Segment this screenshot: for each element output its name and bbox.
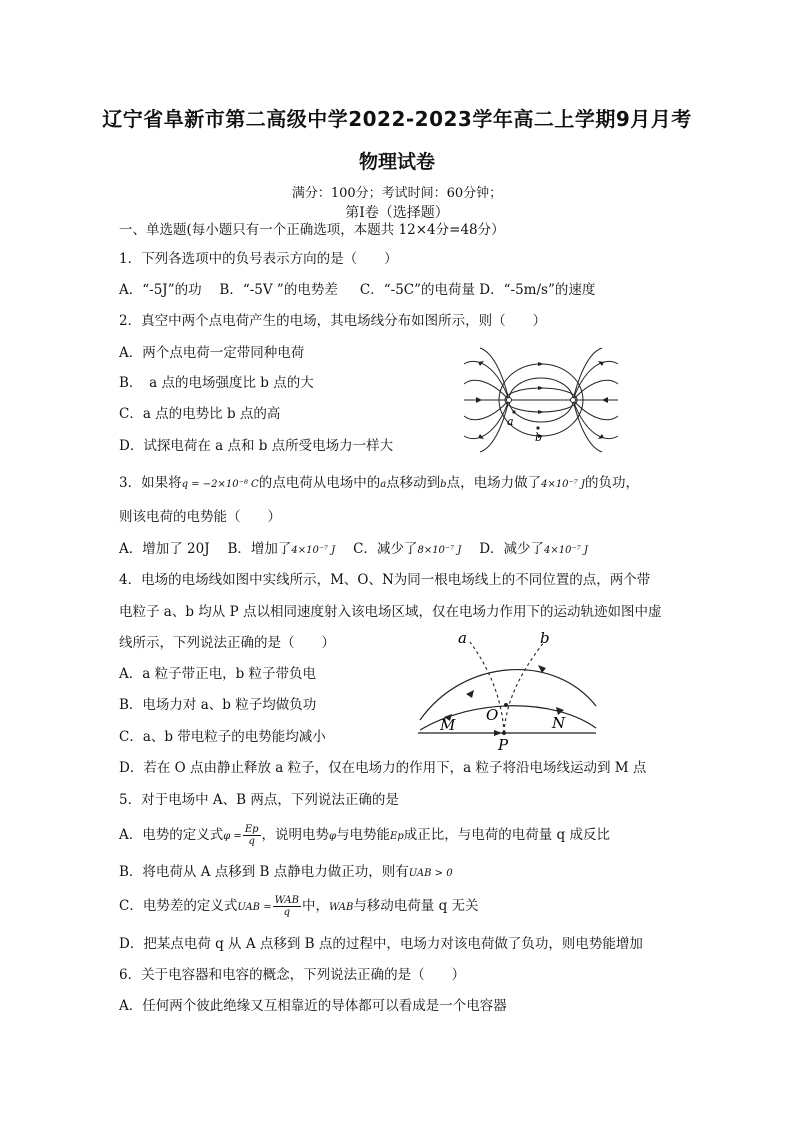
q4-option-c: C．a、b 带电粒子的电势能均减小 — [119, 729, 326, 745]
q2-label-a: a — [507, 415, 514, 428]
q5-c-fraction: $\frac{\text{WAB}}{q}$ — [274, 895, 299, 918]
q5-option-b: B．将电荷从 A 点移到 B 点静电力做正功，则有UAB > 0 — [119, 864, 453, 880]
volume-label: 第Ⅰ卷（选择题） — [345, 205, 449, 221]
q3-options: A．增加了 20J B．增加了4×10⁻⁷ J C．减少了8×10⁻⁷ J D．减少了4×10⁻⁷ J — [119, 541, 588, 557]
q3-stem-line2: 则该电荷的电势能（ ） — [119, 509, 281, 525]
q2-label-b: b — [535, 431, 543, 444]
q3-stem: 3．如果将q = −2×10⁻⁸ C的点电荷从电场中的a点移动到b点，电场力做了4×10⁻⁷ J的负功， — [119, 475, 640, 491]
q6-stem: 6．关于电容器和电容的概念，下列说法正确的是（ ） — [119, 967, 466, 983]
q2-option-d: D．试探电荷在 a 点和 b 点所受电场力一样大 — [119, 438, 394, 454]
exam-title: 辽宁省阜新市第二高级中学2022-2023学年高二上学期9月月考 — [102, 107, 692, 131]
q2-field-line-figure — [462, 346, 620, 454]
q4-option-a: A．a 粒子带正电，b 粒子带负电 — [119, 666, 317, 682]
q5-stem: 5．对于电场中 A、B 两点，下列说法正确的是 — [119, 792, 399, 808]
q4-label-b: b — [540, 629, 550, 647]
q4-label-a: a — [458, 629, 467, 647]
q1-options: A．“-5J”的功 B．“-5V ”的电势差 C．“-5C”的电荷量 D．“-5m/s”的速度 — [119, 282, 596, 298]
q5-a-fraction: $\frac{Ep}{q}$ — [244, 824, 259, 847]
exam-subtitle: 物理试卷 — [358, 151, 435, 173]
q5-option-d: D．把某点电荷 q 从 A 点移到 B 点的过程中，电场力对该电荷做了负功，则电势能增加 — [119, 936, 643, 952]
q4-label-P: P — [498, 736, 509, 752]
q6-option-a: A．任何两个彼此绝缘又互相靠近的导体都可以看成是一个电容器 — [119, 998, 507, 1014]
q1-stem: 1．下列各选项中的负号表示方向的是（ ） — [119, 251, 398, 267]
q4-option-d: D．若在 O 点由静止释放 a 粒子，仅在电场力的作用下，a 粒子将沿电场线运动到 M 点 — [119, 760, 647, 776]
q4-option-b: B．电场力对 a、b 粒子均做负功 — [119, 697, 317, 713]
q2-stem: 2．真空中两个点电荷产生的电场，其电场线分布如图所示，则（ ） — [119, 313, 547, 329]
q2-option-a: A．两个点电荷一定带同种电荷 — [119, 345, 305, 361]
q4-label-M: M — [440, 716, 456, 734]
q3-charge-expr: q = −2×10⁻⁸ C — [181, 479, 259, 490]
q4-label-O: O — [486, 706, 499, 724]
q2-option-c: C．a 点的电势比 b 点的高 — [119, 406, 281, 422]
exam-meta: 满分：100分；考试时间：60分钟； — [291, 186, 503, 201]
q4-stem-line3: 线所示，下列说法正确的是（ ） — [119, 635, 335, 651]
section-heading: 一、单选题(每小题只有一个正确选项，本题共 12×4分=48分） — [119, 222, 505, 238]
q4-label-N: N — [552, 714, 566, 732]
q4-trajectory-figure — [414, 628, 600, 752]
q5-option-c: C．电势差的定义式UAB = $\frac{\text{WAB}}{q}$ 中，WAB与移动电荷量 q 无关 — [119, 895, 479, 918]
q4-stem-line2: 电粒子 a、b 均从 P 点以相同速度射入该电场区域，仅在电场力作用下的运动轨迹如图中虚 — [119, 604, 662, 620]
q2-option-b: B． a 点的电场强度比 b 点的大 — [119, 375, 314, 391]
q3-work-expr: 4×10⁻⁷ J — [541, 479, 586, 490]
q5-option-a: A．电势的定义式φ = $\frac{Ep}{q}$ ，说明电势φ与电势能Ep成正比，与电荷的电荷量 q 成反比 — [119, 824, 610, 847]
q4-stem-line1: 4．电场的电场线如图中实线所示，M、O、N为同一根电场线上的不同位置的点，两个带 — [119, 572, 651, 588]
